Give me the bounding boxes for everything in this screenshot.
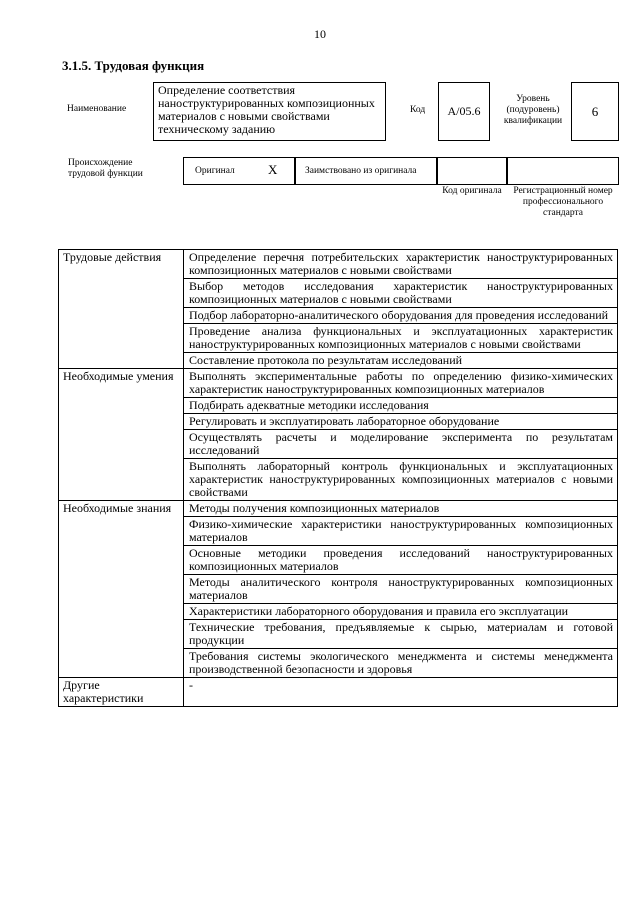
actions-item: Составление протокола по результатам исследований xyxy=(184,353,618,369)
table-row xyxy=(59,678,618,707)
origin-reg-caption: Регистрационный номер профессионального стандарта xyxy=(513,186,613,218)
origin-original-cell xyxy=(183,157,295,185)
table-row xyxy=(59,501,618,517)
origin-code-caption: Код оригинала xyxy=(442,186,502,196)
skills-item: Выполнять экспериментальные работы по определению физико-химических характеристик наноструктурированных композиционных материалов xyxy=(184,369,618,398)
table-row xyxy=(59,369,618,398)
actions-item: Проведение анализа функциональных и эксплуатационных характеристик наноструктурированных композиционных материалов с новыми свойствами xyxy=(184,324,618,353)
origin-label: Происхождение трудовой функции xyxy=(68,158,143,179)
skills-item: Выполнять лабораторный контроль функциональных и эксплуатационных характеристик наноструктурированных композиционных материалов с новыми свойствами xyxy=(184,459,618,501)
level-label: Уровень (подуровень) квалификации xyxy=(503,94,563,126)
knowledge-item: Технические требования, предъявляемые к сырью, материалам и готовой продукции xyxy=(184,620,618,649)
level-value: 6 xyxy=(571,82,619,141)
origin-reg-cell xyxy=(507,157,619,185)
actions-label: Трудовые действия xyxy=(59,250,184,369)
knowledge-item: Методы аналитического контроля наноструктурированных композиционных материалов xyxy=(184,575,618,604)
knowledge-label: Необходимые знания xyxy=(59,501,184,678)
actions-item: Выбор методов исследования характеристик наноструктурированных композиционных материалов с новыми свойствами xyxy=(184,279,618,308)
code-label: Код xyxy=(410,105,426,115)
actions-item: Определение перечня потребительских характеристик наноструктурированных композиционных материалов с новыми свойствами xyxy=(184,250,618,279)
skills-item: Осуществлять расчеты и моделирование эксперимента по результатам исследований xyxy=(184,430,618,459)
main-table xyxy=(58,249,618,707)
origin-original-label: Оригинал xyxy=(195,166,235,176)
name-value: Определение соответствия наноструктурированных композиционных материалов с новыми свойствами техническому заданию xyxy=(153,82,386,141)
origin-borrowed-cell xyxy=(295,157,437,185)
skills-item: Регулировать и эксплуатировать лабораторное оборудование xyxy=(184,414,618,430)
origin-original-mark: X xyxy=(268,162,278,177)
actions-item: Подбор лабораторно-аналитического оборудования для проведения исследований xyxy=(184,308,618,324)
page-number: 10 xyxy=(314,27,326,41)
section-title: 3.1.5. Трудовая функция xyxy=(62,58,205,73)
skills-label: Необходимые умения xyxy=(59,369,184,501)
origin-borrowed-label: Заимствовано из оригинала xyxy=(305,166,417,176)
other-label: Другие характеристики xyxy=(59,678,184,707)
knowledge-item: Физико-химические характеристики наноструктурированных композиционных материалов xyxy=(184,517,618,546)
name-label: Наименование xyxy=(67,104,127,114)
table-row xyxy=(59,250,618,279)
knowledge-item: Методы получения композиционных материалов xyxy=(184,501,618,517)
knowledge-item: Основные методики проведения исследований наноструктурированных композиционных материалов xyxy=(184,546,618,575)
knowledge-item: Требования системы экологического менеджмента и системы менеджмента производственной безопасности и здоровья xyxy=(184,649,618,678)
skills-item: Подбирать адекватные методики исследования xyxy=(184,398,618,414)
code-value: А/05.6 xyxy=(438,82,490,141)
other-value: - xyxy=(184,678,618,707)
origin-code-cell xyxy=(437,157,507,185)
knowledge-item: Характеристики лабораторного оборудования и правила его эксплуатации xyxy=(184,604,618,620)
